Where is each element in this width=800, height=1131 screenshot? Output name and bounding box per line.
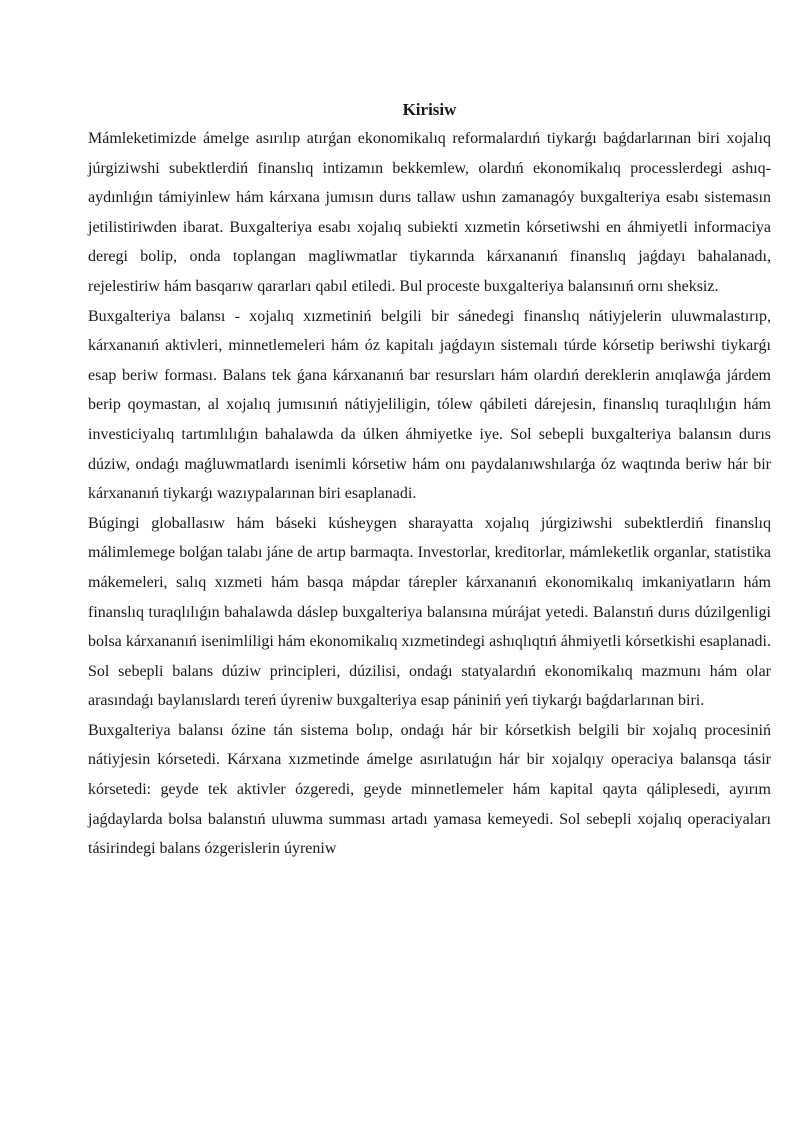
paragraph-3: Búgingi globallasıw hám báseki kúsheygen sharayatta xojalıq júrgiziwshi subektlerdiń finanslıq málimlemege bolǵan talabı jáne de artıp barmaqta. Investorlar, kreditorlar, mámleketlik organlar, statistika mákemeleri, salıq xızmeti hám basqa mápdar tárepler kárxananıń ekonomikalıq imkaniyatların hám finanslıq turaqlılıǵın bahalawda dáslep buxgalteriya balansına múrájat yetedi. Balanstıń durıs dúzilgenligi bolsa kárxananıń isenimliligi hám ekonomikalıq xızmetindegi ashıqlıqtıń áhmiyetli kórsetkishi esaplanadi. Sol sebepli balans dúziw principleri, dúzilisi, ondaǵı statyalardıń ekonomikalıq mazmunı hám olar arasındaǵı baylanıslardı tereń úyreniw buxgalteriya esap pániniń yeń tiykarǵı baǵdarlarınan biri. — [88, 514, 771, 710]
document-body — [88, 95, 771, 864]
paragraph-2: Buxgalteriya balansı - xojalıq xızmetiniń belgili bir sánedegi finanslıq nátiyjelerin uluwmalastırıp, kárxananıń aktivleri, minnetlemeleri hám óz kapitalı jaǵdayın sistemalı túrde kórsetip beriwshi tiykarǵı esap beriw forması. Balans tek ǵana kárxananıń bar resursları hám olardıń dereklerin anıqlawǵa járdem berip qoymastan, al xojalıq jumısınıń nátiyjeliligin, tólew qábileti dárejesin, finanslıq turaqlılıǵın hám investiciyalıq tartımlılıǵın bahalawda da úlken áhmiyetke iye. Sol sebepli buxgalteriya balansın durıs dúziw, ondaǵı maǵluwmatlardı isenimli kórsetiw hám onı paydalanıwshılarǵa óz waqtında beriw hár bir kárxananıń tiykarǵı wazıypalarınan biri esaplanadi. — [88, 307, 771, 503]
paragraph-1: Mámleketimizde ámelge asırılıp atırǵan ekonomikalıq reformalardıń tiykarǵı baǵdarlarınan biri xojalıq júrgiziwshi subektlerdiń finanslıq intizamın bekkemlew, olardıń ekonomikalıq processlerdegi ashıq-aydınlıǵın támiyinlew hám kárxana jumısın durıs tallaw ushın zamanagóy buxgalteriya esabı sistemasın jetilistiriwden ibarat. Buxgalteriya esabı xojalıq subiekti xızmetin kórsetiwshi en áhmiyetli informaciya deregi bolip, onda toplangan magliwmatlar tiykarında kárxananıń finanslıq jaǵdayı bahalanadı, rejelestiriw hám basqarıw qararları qabıl etiledi. Bul proceste buxgalteriya balansınıń ornı sheksiz. — [88, 130, 771, 295]
document-title: Kirisiw — [402, 100, 457, 119]
paragraph-4: Buxgalteriya balansı ózine tán sistema bolıp, ondaǵı hár bir kórsetkish belgili bir xojalıq procesiniń nátiyjesin kórsetedi. Kárxana xızmetinde ámelge asırılatuǵın hár bir xojalqıy operaciya balansqa tásir kórsetedi: geyde tek aktivler ózgeredi, geyde minnetlemeler hám kapital qayta qáliplesedi, ayırım jaǵdaylarda bolsa balanstıń uluwma summası artadı yamasa kemeyedi. Sol sebepli xojalıq operaciyaları tásirindegi balans ózgerislerin úyreniw — [88, 721, 771, 858]
